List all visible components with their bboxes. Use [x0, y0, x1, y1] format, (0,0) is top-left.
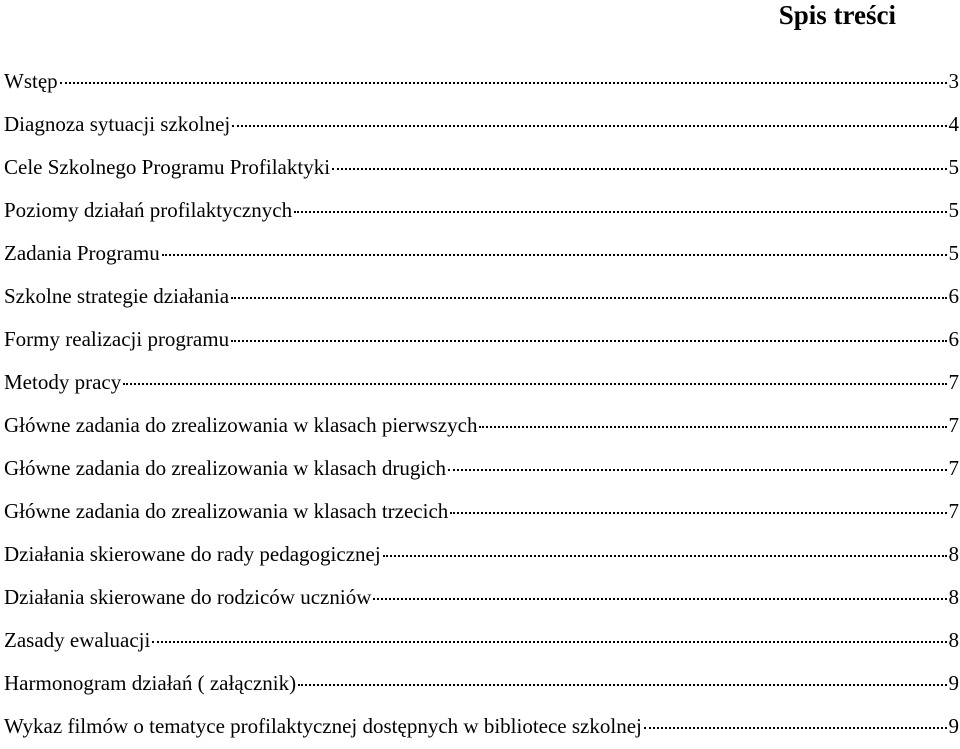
- toc-dot-leader: [152, 641, 946, 643]
- toc-entry[interactable]: [4, 662, 959, 705]
- toc-page-number: 7: [948, 456, 959, 480]
- toc-entry[interactable]: [4, 275, 959, 318]
- toc-entry-title: Główne zadania do zrealizowania w klasach pierwszych: [4, 413, 478, 437]
- toc-dot-leader: [294, 211, 946, 213]
- toc-dot-leader: [383, 555, 947, 557]
- toc-dot-leader: [373, 598, 946, 600]
- toc-page-number: 4: [948, 112, 959, 136]
- toc-entry-title: Główne zadania do zrealizowania w klasach drugich: [4, 456, 446, 480]
- toc-dot-leader: [298, 684, 946, 686]
- toc-entry-title: Główne zadania do zrealizowania w klasach trzecich: [4, 499, 449, 523]
- toc-entry-title: Harmonogram działań ( załącznik): [4, 671, 297, 695]
- table-of-contents: [4, 60, 959, 748]
- toc-entry[interactable]: [4, 447, 959, 490]
- toc-dot-leader: [479, 426, 946, 428]
- toc-dot-leader: [332, 168, 946, 170]
- toc-entry-title: Wykaz filmów o tematyce profilaktycznej dostępnych w bibliotece szkolnej: [4, 714, 642, 738]
- toc-entry-title: Diagnoza sytuacji szkolnej: [4, 112, 231, 136]
- toc-entry-title: Działania skierowane do rodziców uczniów: [4, 585, 372, 609]
- toc-entry-title: Działania skierowane do rady pedagogicznej: [4, 542, 381, 566]
- toc-entry[interactable]: [4, 146, 959, 189]
- toc-entry[interactable]: [4, 619, 959, 662]
- toc-page-number: 3: [948, 69, 959, 93]
- toc-page-number: 7: [948, 413, 959, 437]
- toc-dot-leader: [123, 383, 946, 385]
- toc-page-number: 5: [948, 241, 959, 265]
- toc-page-number: 6: [948, 327, 959, 351]
- toc-entry[interactable]: [4, 705, 959, 748]
- toc-dot-leader: [448, 469, 947, 471]
- toc-page-number: 9: [948, 714, 959, 738]
- toc-dot-leader: [450, 512, 946, 514]
- toc-entry[interactable]: [4, 60, 959, 103]
- toc-entry[interactable]: [4, 490, 959, 533]
- toc-page-number: 8: [948, 628, 959, 652]
- toc-entry[interactable]: [4, 576, 959, 619]
- toc-page-number: 5: [948, 198, 959, 222]
- toc-entry-title: Szkolne strategie działania: [4, 284, 230, 308]
- toc-dot-leader: [644, 727, 947, 729]
- toc-dot-leader: [231, 297, 946, 299]
- toc-entry[interactable]: [4, 318, 959, 361]
- toc-entry[interactable]: [4, 103, 959, 146]
- toc-dot-leader: [232, 125, 946, 127]
- toc-dot-leader: [231, 340, 946, 342]
- toc-page-number: 6: [948, 284, 959, 308]
- toc-page-number: 5: [948, 155, 959, 179]
- toc-dot-leader: [162, 254, 947, 256]
- toc-entry-title: Formy realizacji programu: [4, 327, 230, 351]
- toc-entry-title: Zadania Programu: [4, 241, 160, 265]
- toc-page-number: 8: [948, 585, 959, 609]
- toc-entry-title: Cele Szkolnego Programu Profilaktyki: [4, 155, 331, 179]
- toc-page-number: 7: [948, 370, 959, 394]
- toc-entry-title: Poziomy działań profilaktycznych: [4, 198, 293, 222]
- toc-entry[interactable]: [4, 404, 959, 447]
- toc-dot-leader: [60, 82, 947, 84]
- toc-entry[interactable]: [4, 189, 959, 232]
- toc-entry[interactable]: [4, 232, 959, 275]
- toc-entry[interactable]: [4, 533, 959, 576]
- toc-page-number: 7: [948, 499, 959, 523]
- toc-page-number: 9: [948, 671, 959, 695]
- toc-entry-title: Metody pracy: [4, 370, 122, 394]
- toc-title: Spis treści: [778, 0, 896, 30]
- toc-entry[interactable]: [4, 361, 959, 404]
- toc-entry-title: Wstęp: [4, 69, 58, 93]
- toc-entry-title: Zasady ewaluacji: [4, 628, 151, 652]
- toc-page-number: 8: [948, 542, 959, 566]
